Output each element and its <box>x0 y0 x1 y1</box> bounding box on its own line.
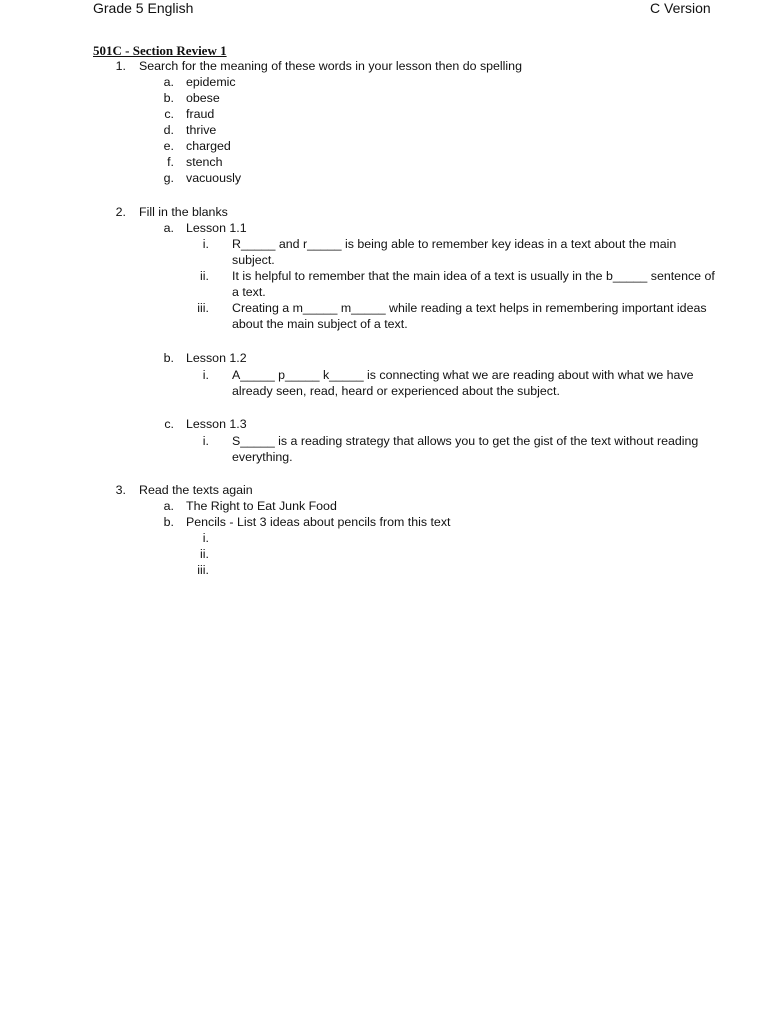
q1-item-marker: b. <box>163 91 174 105</box>
q2-lesson-title: Lesson 1.3 <box>186 417 247 431</box>
q2-lesson-marker: c. <box>164 417 174 431</box>
q3-subitem-marker: ii. <box>200 547 209 561</box>
q2-subitem-text: A_____ p_____ k_____ is connecting what we are reading about with what we have already seen, read, heard or experienced about the subject. <box>232 368 694 398</box>
page-title: 501C - Section Review 1 <box>93 43 227 58</box>
q3-item-marker: b. <box>163 515 174 529</box>
q1-item-marker: a. <box>163 75 174 89</box>
q2-subitem-text: It is helpful to remember that the main idea of a text is usually in the b_____ sentence of a text. <box>232 269 715 299</box>
q2-number: 2. <box>115 205 126 219</box>
q1-item-marker: g. <box>163 171 174 185</box>
q2-subitem-marker: i. <box>202 368 209 382</box>
q2-subitem-text: S_____ is a reading strategy that allows you to get the gist of the text without reading everything. <box>232 434 699 464</box>
header-version: C Version <box>650 0 711 16</box>
header-course: Grade 5 English <box>93 0 194 16</box>
q1-item-marker: e. <box>163 139 174 153</box>
q1-item: fraud <box>186 107 215 121</box>
q2-subitem-marker: i. <box>202 434 209 448</box>
q3-item: Pencils - List 3 ideas about pencils from this text <box>186 515 451 529</box>
q2-subitem-marker: iii. <box>197 301 209 315</box>
q3-item-marker: a. <box>163 499 174 513</box>
q1-number: 1. <box>115 59 126 73</box>
q3-subitem-marker: i. <box>202 531 209 545</box>
q3-subitem-marker: iii. <box>197 563 209 577</box>
q1-item-marker: f. <box>167 155 174 169</box>
q1-item: charged <box>186 139 231 153</box>
q2-lesson-marker: a. <box>163 221 174 235</box>
q3-item: The Right to Eat Junk Food <box>186 499 337 513</box>
q3-text: Read the texts again <box>139 483 253 497</box>
q1-item-marker: d. <box>163 123 174 137</box>
q1-item: obese <box>186 91 220 105</box>
q1-item: stench <box>186 155 223 169</box>
q3-number: 3. <box>115 483 126 497</box>
q1-item: vacuously <box>186 171 242 185</box>
q2-lesson-marker: b. <box>163 351 174 365</box>
q1-text: Search for the meaning of these words in your lesson then do spelling <box>139 59 522 73</box>
q1-item-marker: c. <box>164 107 174 121</box>
q1-item: epidemic <box>186 75 236 89</box>
q2-subitem-marker: i. <box>202 237 209 251</box>
q2-subitem-text: Creating a m_____ m_____ while reading a text helps in remembering important ideas about the main subject of a text. <box>232 301 707 331</box>
q2-lesson-title: Lesson 1.1 <box>186 221 247 235</box>
q2-subitem-marker: ii. <box>200 269 209 283</box>
q2-text: Fill in the blanks <box>139 205 228 219</box>
q2-subitem-text: R_____ and r_____ is being able to remember key ideas in a text about the main subject. <box>232 237 677 267</box>
q2-lesson-title: Lesson 1.2 <box>186 351 247 365</box>
q1-item: thrive <box>186 123 217 137</box>
